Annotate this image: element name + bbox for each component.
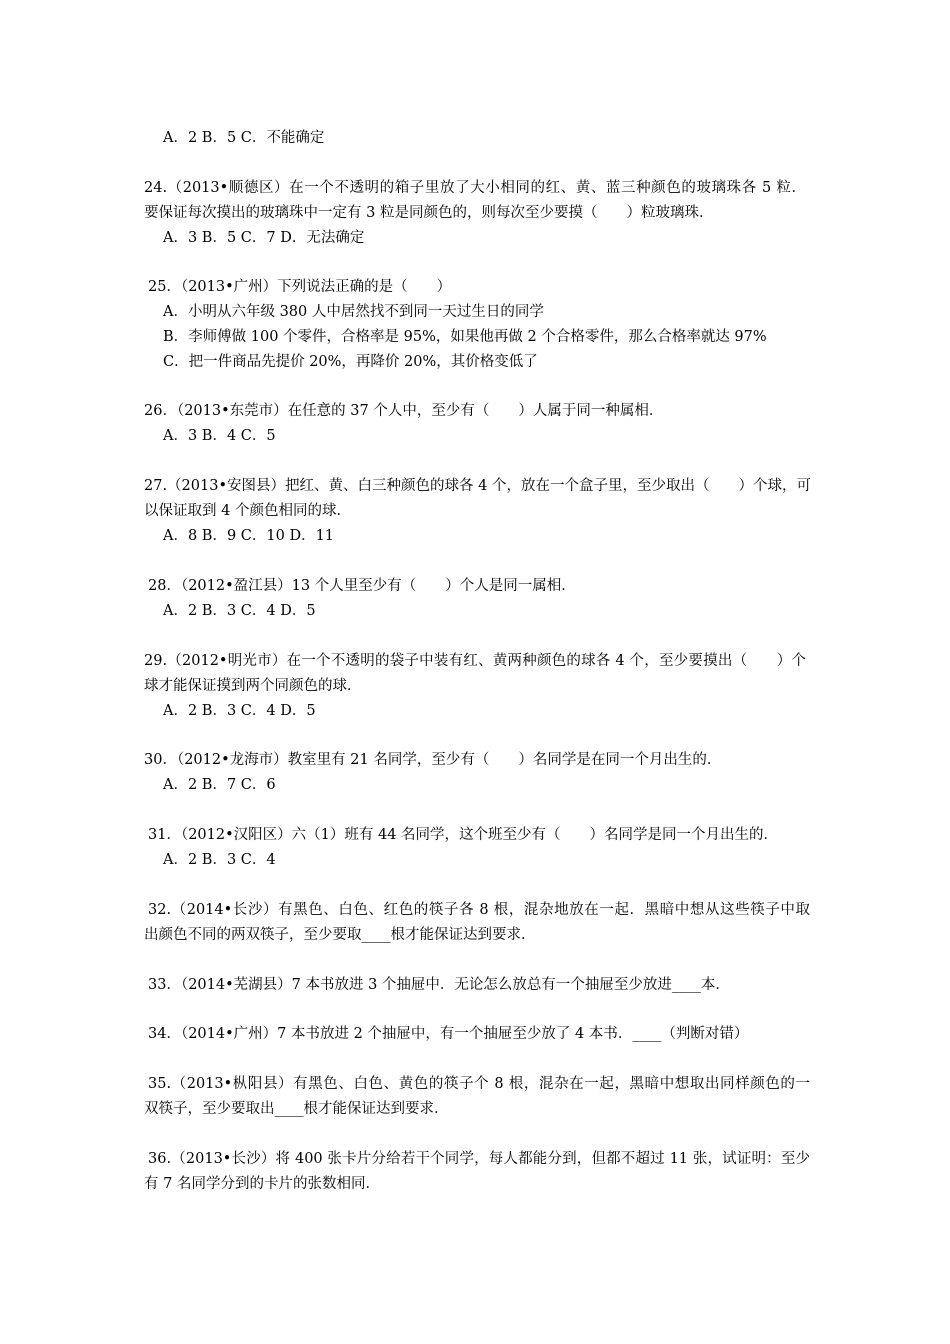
q32-stem-line1: 32.（2014•长沙）有黑色、白色、红色的筷子各 8 根，混杂地放在一起．黑暗中想从这些筷子中取	[148, 902, 810, 918]
q32-stem-line2: 出颜色不同的两双筷子，至少要取____根才能保证达到要求．	[144, 927, 536, 943]
q34-stem: 34．（2014•广州）7 本书放进 2 个抽屉中，有一个抽屉至少放了 4 本书．____（判断对错）	[148, 1026, 749, 1042]
q36-stem-line1: 36.（2013•长沙）将 400 张卡片分给若干个同学，每人都能分到，但都不超过 11 张，试证明：至少	[148, 1151, 810, 1167]
q27-stem-line1: 27.（2013•安图县）把红、黄、白三种颜色的球各 4 个，放在一个盒子里，至少取出（ ）个球，可	[144, 478, 811, 494]
q24-stem-line2: 要保证每次摸出的玻璃珠中一定有 3 粒是同颜色的，则每次至少要摸（ ）粒玻璃珠．	[144, 205, 714, 221]
q26-stem: 26．（2013•东莞市）在任意的 37 个人中，至少有（ ）人属于同一种属相．	[144, 403, 664, 419]
q29-stem-line2: 球才能保证摸到两个同颜色的球．	[144, 678, 362, 694]
q35-stem-line1: 35.（2013•枞阳县）有黑色、白色、黄色的筷子个 8 根，混杂在一起，黑暗中想取出同样颜色的一	[148, 1076, 810, 1092]
q30-stem: 30．（2012•龙海市）教室里有 21 名同学，至少有（ ）名同学是在同一个月出生的．	[144, 752, 722, 768]
q28-options: A．2 B．3 C．4 D．5	[163, 603, 316, 619]
q27-stem-line2: 以保证取到 4 个颜色相同的球．	[144, 503, 351, 519]
q31-options: A．2 B．3 C．4	[163, 852, 276, 868]
q36-stem-line2: 有 7 名同学分到的卡片的张数相同．	[144, 1176, 380, 1192]
q27-options: A．8 B．9 C．10 D．11	[163, 528, 335, 544]
q25-stem: 25．（2013•广州）下列说法正确的是（ ）	[148, 279, 452, 295]
q28-stem: 28．（2012•盈江县）13 个人里至少有（ ）个人是同一属相．	[148, 578, 576, 594]
q35-stem-line2: 双筷子，至少要取出____根才能保证达到要求．	[144, 1101, 449, 1117]
q29-options: A．2 B．3 C．4 D．5	[163, 703, 316, 719]
q25-option-b: B．李师傅做 100 个零件，合格率是 95%，如果他再做 2 个合格零件，那么合格率就达 97%	[163, 329, 767, 345]
q26-options: A．3 B．4 C．5	[163, 428, 276, 444]
q33-stem: 33．（2014•芜湖县）7 本书放进 3 个抽屉中．无论怎么放总有一个抽屉至少放进____本．	[148, 977, 730, 993]
q24-options: A．3 B．5 C．7 D．无法确定	[163, 230, 365, 246]
q31-stem: 31．（2012•汉阳区）六（1）班有 44 名同学，这个班至少有（ ）名同学是同一个月出生的．	[148, 827, 779, 843]
q30-options: A．2 B．7 C．6	[163, 777, 276, 793]
q29-stem-line1: 29.（2012•明光市）在一个不透明的袋子中装有红、黄两种颜色的球各 4 个，至少要摸出（ ）个	[144, 653, 806, 669]
q23-options: A．2 B．5 C．不能确定	[163, 130, 325, 146]
q25-option-a: A．小明从六年级 380 人中居然找不到同一天过生日的同学	[163, 304, 544, 320]
q24-stem-line1: 24.（2013•顺德区）在一个不透明的箱子里放了大小相同的红、黄、蓝三种颜色的玻璃珠各 5 粒．	[144, 180, 806, 196]
q25-option-c: C．把一件商品先提价 20%，再降价 20%，其价格变低了	[163, 354, 538, 370]
